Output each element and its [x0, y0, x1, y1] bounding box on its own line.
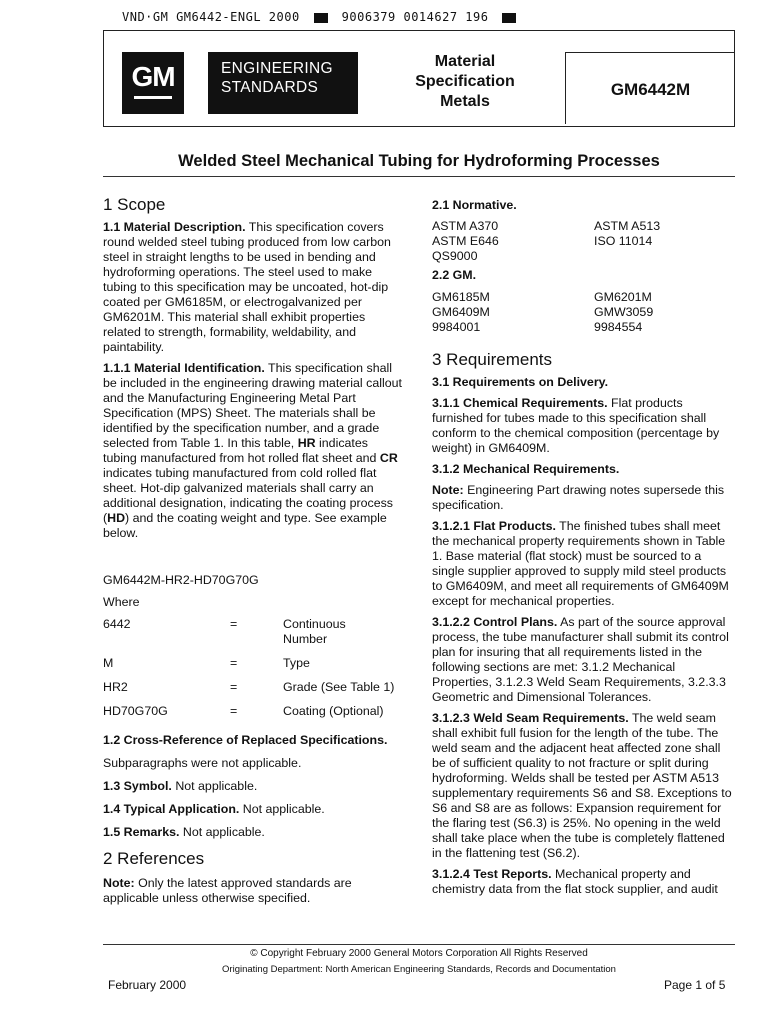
category-line-3: Metals	[440, 93, 490, 110]
example-row-code: M	[103, 656, 114, 670]
para-1-1-1-text-d: ) and the coating weight and type. See example below.	[103, 511, 387, 540]
para-3-1-2-3	[432, 711, 736, 861]
gm-logo	[122, 52, 184, 114]
reference-item: 9984554	[594, 320, 643, 334]
para-3-1-2-1	[432, 519, 736, 609]
para-1-1-1-label: 1.1.1 Material Identification.	[103, 361, 265, 375]
footer-date: February 2000	[108, 978, 187, 992]
references-heading: 2 References	[103, 849, 205, 868]
para-3-1-2-2-label: 3.1.2.2 Control Plans.	[432, 615, 558, 629]
requirements-body	[432, 375, 736, 903]
para-3-1-2-2	[432, 615, 736, 705]
mark-block	[314, 13, 328, 23]
example-row-desc: Grade (See Table 1)	[283, 680, 395, 694]
example-row-eq: =	[230, 656, 238, 670]
para-1-4-text: Not applicable.	[239, 802, 325, 816]
reference-item: ASTM A513	[594, 219, 661, 233]
para-1-3	[103, 779, 405, 794]
note-2	[432, 483, 736, 513]
spec-number: GM6442M	[610, 80, 691, 99]
para-3-1-2-label: 3.1.2 Mechanical Requirements.	[432, 462, 620, 476]
category-line-1: Material	[434, 53, 496, 70]
example-row-eq: =	[230, 704, 238, 718]
spec-number-box	[565, 52, 735, 124]
normative-heading: 2.1 Normative.	[432, 198, 517, 212]
para-1-3-label: 1.3 Symbol.	[103, 779, 172, 793]
category-line-2: Specification	[415, 73, 515, 90]
example-row-desc: Coating (Optional)	[283, 704, 384, 718]
banner-line-2: STANDARDS	[221, 79, 319, 96]
document-id-left: VND·GM GM6442-ENGL 2000	[122, 10, 300, 24]
gm-logo-bar	[134, 96, 172, 99]
references-note-para	[103, 876, 405, 906]
normative-list-2	[594, 219, 660, 249]
para-3-1-2-2-text: As part of the source approval process, the tube manufacturer shall submit its control plan for insuring that all requirements listed in the following sections are met: 3.1.2 Mechanical Properties, 3.1.2.3 Weld Seam Requirements, 3.2.3.3 Geometric and Dimensional Tolerances.	[432, 615, 729, 704]
mark-block	[502, 13, 516, 23]
para-1-1-1-text-b: indicates tubing manufactured from hot rolled flat sheet and	[103, 436, 380, 465]
para-1-5-text: Not applicable.	[179, 825, 265, 839]
engineering-standards-banner	[208, 52, 358, 114]
reference-item: ASTM E646	[432, 234, 499, 248]
scope-heading: 1 Scope	[103, 195, 166, 214]
reference-item: ASTM A370	[432, 219, 499, 233]
para-3-1-1	[432, 396, 736, 456]
copyright: © Copyright February 2000 General Motors Corporation All Rights Reserved	[250, 948, 588, 959]
gm-list-2	[594, 290, 653, 335]
para-1-1-1	[103, 361, 405, 541]
scope-subsections	[103, 733, 405, 846]
example-row-code: HR2	[103, 680, 128, 694]
para-1-1-1-text-a: This specification shall be included in the engineering drawing material callout and the Manufacturing Engineering Metal Part Specification (MPS) Sheet. The materials shall be identified by the specification number, and a grade selected from Table 1. In this table,	[103, 361, 402, 450]
para-3-1	[432, 375, 736, 390]
reference-item: GM6185M	[432, 290, 490, 304]
reference-item: QS9000	[432, 249, 478, 263]
reference-item: GM6409M	[432, 305, 490, 319]
para-1-5-label: 1.5 Remarks.	[103, 825, 180, 839]
document-id-right: 9006379 0014627 196	[341, 10, 489, 24]
banner-line-1: ENGINEERING	[221, 60, 333, 77]
originating-department: Originating Department: North American Engineering Standards, Records and Documentation	[222, 964, 616, 975]
example-row-code: HD70G70G	[103, 704, 168, 718]
para-3-1-2	[432, 462, 736, 477]
footer-rule	[103, 944, 735, 945]
example-row-code: 6442	[103, 617, 131, 631]
para-1-1-label: 1.1 Material Description.	[103, 220, 246, 234]
document-title: Welded Steel Mechanical Tubing for Hydroforming Processes	[178, 152, 660, 170]
para-1-2-label: 1.2 Cross-Reference of Replaced Specifications.	[103, 733, 388, 747]
para-1-2-label-line	[103, 733, 405, 748]
para-3-1-label: 3.1 Requirements on Delivery.	[432, 375, 609, 389]
scope-body	[103, 220, 405, 547]
para-1-5	[103, 825, 405, 840]
title-rule	[103, 176, 735, 177]
gm-list-1	[432, 290, 490, 335]
para-3-1-2-3-label: 3.1.2.3 Weld Seam Requirements.	[432, 711, 629, 725]
example-row-desc: Continuous Number	[283, 617, 346, 646]
example-row-eq: =	[230, 617, 238, 631]
requirements-heading: 3 Requirements	[432, 350, 553, 369]
note-2-label: Note:	[432, 483, 464, 497]
hr-code: HR	[297, 436, 316, 450]
para-3-1-2-4	[432, 867, 736, 897]
note-text: Only the latest approved standards are applicable unless otherwise specified.	[103, 876, 352, 905]
hd-code: HD	[107, 511, 126, 525]
para-3-1-1-text: Flat products furnished for tubes made to this specification shall conform to the chemical composition (percentage by weight) in GM6409M.	[432, 396, 720, 455]
cr-code: CR	[379, 451, 398, 465]
para-3-1-2-4-text: Mechanical property and chemistry data from the flat stock supplier, and audit	[432, 867, 718, 896]
para-3-1-2-3-text: The weld seam shall exhibit full fusion for the length of the tube. The weld seam and the adjacent heat affected zone shall be of sufficient quality to not fracture or split during hydroforming. Welds shall be tested per ASTM A513 supplementary requirements S6 and S8. Exceptions to S6 and S8 are as follows: Expansion requirement for the flaring test (S6.3) is 25%. No opening in the weld shall take place when the tube is completely flattened in the flattening test (S6.2).	[432, 711, 732, 860]
para-3-1-1-label: 3.1.1 Chemical Requirements.	[432, 396, 608, 410]
reference-item: GMW3059	[594, 305, 654, 319]
para-1-3-text: Not applicable.	[171, 779, 258, 793]
para-3-1-2-1-text: The finished tubes shall meet the mechanical property requirements shown in Table 1. Base material (flat stock) must be sourced to a single supplier approved to supply mild steel products to GM6409M, and meet all requirements of GM6409M except for mechanical properties.	[432, 519, 729, 608]
document-id-line	[122, 10, 530, 24]
para-1-4-label: 1.4 Typical Application.	[103, 802, 240, 816]
note-label: Note:	[103, 876, 135, 890]
category-block	[390, 52, 540, 112]
para-1-1	[103, 220, 405, 355]
reference-item: 9984001	[432, 320, 481, 334]
references-note	[103, 876, 405, 912]
reference-item: GM6201M	[594, 290, 652, 304]
example-where: Where	[103, 595, 140, 609]
para-1-2-text: Subparagraphs were not applicable.	[103, 756, 302, 770]
para-1-4	[103, 802, 405, 817]
page-number: Page 1 of 5	[664, 978, 726, 992]
para-3-1-2-4-label: 3.1.2.4 Test Reports.	[432, 867, 552, 881]
normative-list-1	[432, 219, 499, 264]
gm-refs-heading: 2.2 GM.	[432, 268, 477, 282]
note-2-text: Engineering Part drawing notes supersede this specification.	[432, 483, 725, 512]
example-row-eq: =	[230, 680, 238, 694]
gm-logo-text: GM	[131, 61, 175, 92]
para-1-1-1-text-c: indicates tubing manufactured from cold rolled flat sheet. Hot-dip galvanized materials shall carry an additional designation, indicating the coating process (	[103, 466, 394, 525]
para-3-1-2-1-label: 3.1.2.1 Flat Products.	[432, 519, 556, 533]
example-code: GM6442M-HR2-HD70G70G	[103, 573, 259, 587]
example-row-desc: Type	[283, 656, 310, 670]
reference-item: ISO 11014	[594, 234, 653, 248]
para-1-1-text: This specification covers round welded steel tubing produced from low carbon steel in straight lengths to be used in bending and hydroforming operations. The steel used to make tubing to this specification may be uncoated, hot-dip coated per GM6185M, or electrogalvanized per GM6201M. This material shall exhibit properties related to strength, formability, weldability, and paintability.	[103, 220, 391, 354]
